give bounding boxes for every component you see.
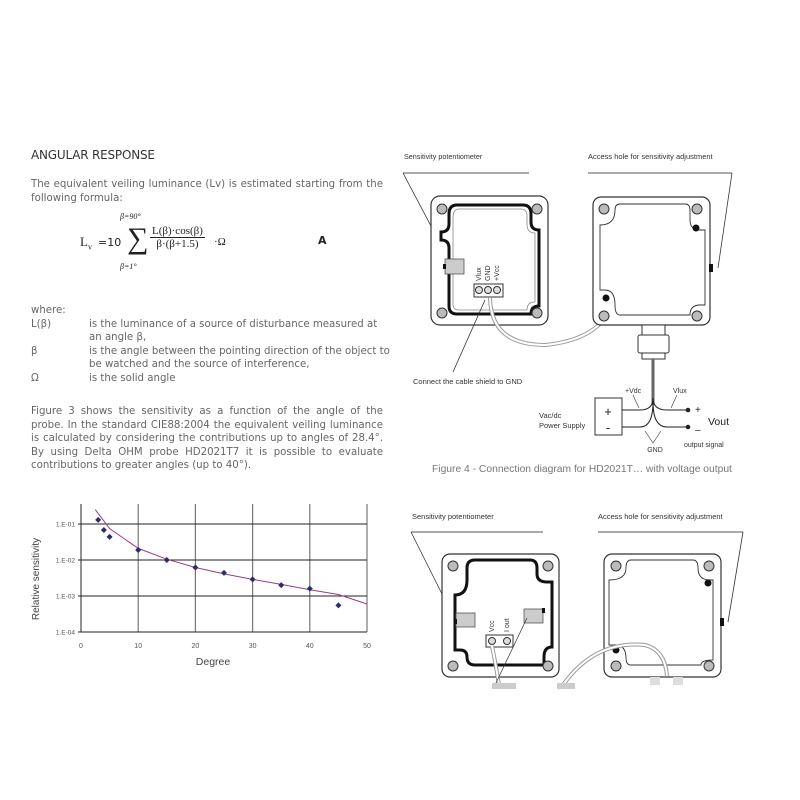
label-output-signal: output signal bbox=[684, 442, 724, 449]
formula-denominator: β·(β+1.5) bbox=[156, 238, 199, 250]
formula-fraction bbox=[150, 225, 205, 250]
data-point bbox=[192, 564, 198, 570]
x-axis-label: Degree bbox=[195, 656, 231, 668]
enclosure-closed bbox=[593, 197, 713, 405]
potentiometer bbox=[456, 613, 475, 627]
chart-grid bbox=[78, 504, 367, 632]
sum-upper-limit: β=90° bbox=[120, 212, 141, 221]
data-point bbox=[250, 576, 256, 582]
definition-row bbox=[31, 372, 391, 386]
figure5-diagram bbox=[395, 500, 795, 700]
label-vdc: +Vdc bbox=[625, 388, 642, 395]
ps-minus: - bbox=[605, 420, 611, 435]
data-point bbox=[221, 570, 227, 576]
formula-equals: =10 bbox=[98, 236, 122, 249]
terminal-vcc: +Vcc bbox=[494, 265, 501, 281]
formula-omega: ·Ω bbox=[214, 236, 226, 248]
terminal-gnd: GND bbox=[485, 265, 492, 281]
sigma-icon: ∑ bbox=[127, 222, 149, 255]
label-access-hole: Access hole for sensitivity adjustment bbox=[588, 152, 713, 161]
wiring-schematic bbox=[539, 388, 729, 454]
formula-numerator: L(β)·cos(β) bbox=[152, 225, 203, 237]
label-sensitivity-potentiometer: Sensitivity potentiometer bbox=[404, 152, 483, 161]
formula-tag: A bbox=[318, 234, 327, 247]
data-point bbox=[307, 586, 313, 592]
enclosure-closed bbox=[563, 554, 724, 685]
figure3-paragraph: Figure 3 shows the sensitivity as a function of the angle of the probe. In the standard CIE88:2004 the equivalent veiling luminance is calculated by considering the contributions up to angles of 28.4°. By using Delta OHM probe HD2021T7 it is possible to evaluate contributions to greater angles (up to 40°). bbox=[31, 406, 383, 471]
definition-symbol: Ω bbox=[31, 372, 39, 384]
data-point bbox=[135, 547, 141, 553]
definitions-block bbox=[31, 304, 391, 385]
svg-text:1.E-02: 1.E-02 bbox=[55, 557, 75, 565]
intro-paragraph: The equivalent veiling luminance (Lv) is estimated starting from the following formula: bbox=[31, 179, 383, 204]
y-axis-label: Relative sensitivity bbox=[31, 537, 42, 621]
data-point bbox=[335, 602, 341, 608]
definition-symbol: β bbox=[31, 345, 38, 357]
chart-x-ticks bbox=[79, 643, 371, 650]
svg-text:20: 20 bbox=[191, 643, 200, 650]
access-hole-icon bbox=[709, 264, 713, 272]
label-sensitivity-potentiometer: Sensitivity potentiometer bbox=[412, 512, 494, 521]
svg-text:1.E-03: 1.E-03 bbox=[55, 593, 75, 601]
data-point bbox=[95, 517, 101, 523]
svg-text:30: 30 bbox=[248, 643, 257, 650]
potentiometer bbox=[445, 259, 464, 274]
svg-text:50: 50 bbox=[363, 643, 371, 650]
terminal-vcc: Vcc bbox=[489, 620, 496, 632]
veiling-luminance-formula bbox=[80, 212, 380, 276]
svg-text:1.E-01: 1.E-01 bbox=[55, 521, 75, 529]
data-point bbox=[101, 527, 107, 533]
access-hole-icon bbox=[720, 618, 724, 626]
label-access-hole: Access hole for sensitivity adjustment bbox=[598, 512, 723, 521]
formula-lhs: $L_v$ bbox=[80, 234, 92, 252]
svg-text:1.E-04: 1.E-04 bbox=[55, 629, 75, 637]
label-gnd: GND bbox=[647, 447, 663, 454]
sensitivity-chart bbox=[0, 495, 390, 675]
definition-row bbox=[31, 345, 391, 372]
label-vlux: Vlux bbox=[673, 388, 687, 395]
where-label: where: bbox=[31, 305, 66, 316]
label-vout: Vout bbox=[708, 416, 730, 428]
section-heading: ANGULAR RESPONSE bbox=[31, 148, 155, 162]
sum-lower-limit: β=1° bbox=[120, 262, 137, 271]
data-point bbox=[278, 582, 284, 588]
label-cable-shield: Connect the cable shield to GND bbox=[413, 377, 523, 386]
terminal-iout: I out bbox=[504, 618, 511, 632]
enclosure-open bbox=[442, 554, 559, 685]
definition-row bbox=[31, 318, 391, 345]
definition-text: is the angle between the pointing direction of the object to be watched and the source of interference, bbox=[89, 345, 390, 370]
label-power-supply-2: Power Supply bbox=[539, 421, 586, 430]
data-point bbox=[107, 534, 113, 540]
chart-y-ticks bbox=[56, 522, 76, 637]
svg-text:40: 40 bbox=[305, 643, 314, 650]
svg-text:10: 10 bbox=[134, 643, 143, 650]
figure4-diagram bbox=[395, 140, 795, 485]
label-power-supply-1: Vac/dc bbox=[539, 411, 562, 420]
svg-text:0: 0 bbox=[79, 643, 83, 650]
definition-symbol: L(β) bbox=[31, 318, 52, 330]
definition-text: is the solid angle bbox=[89, 372, 176, 384]
out-plus: + bbox=[695, 405, 701, 416]
figure4-caption: Figure 4 - Connection diagram for HD2021T… with voltage output bbox=[432, 464, 732, 475]
out-minus: – bbox=[695, 425, 701, 436]
ps-plus: + bbox=[604, 404, 612, 419]
terminal-vlux: Vlux bbox=[476, 267, 483, 281]
potentiometer-2 bbox=[524, 609, 543, 623]
definition-text: is the luminance of a source of disturbance measured at an angle β, bbox=[89, 318, 378, 343]
data-points bbox=[95, 517, 341, 608]
